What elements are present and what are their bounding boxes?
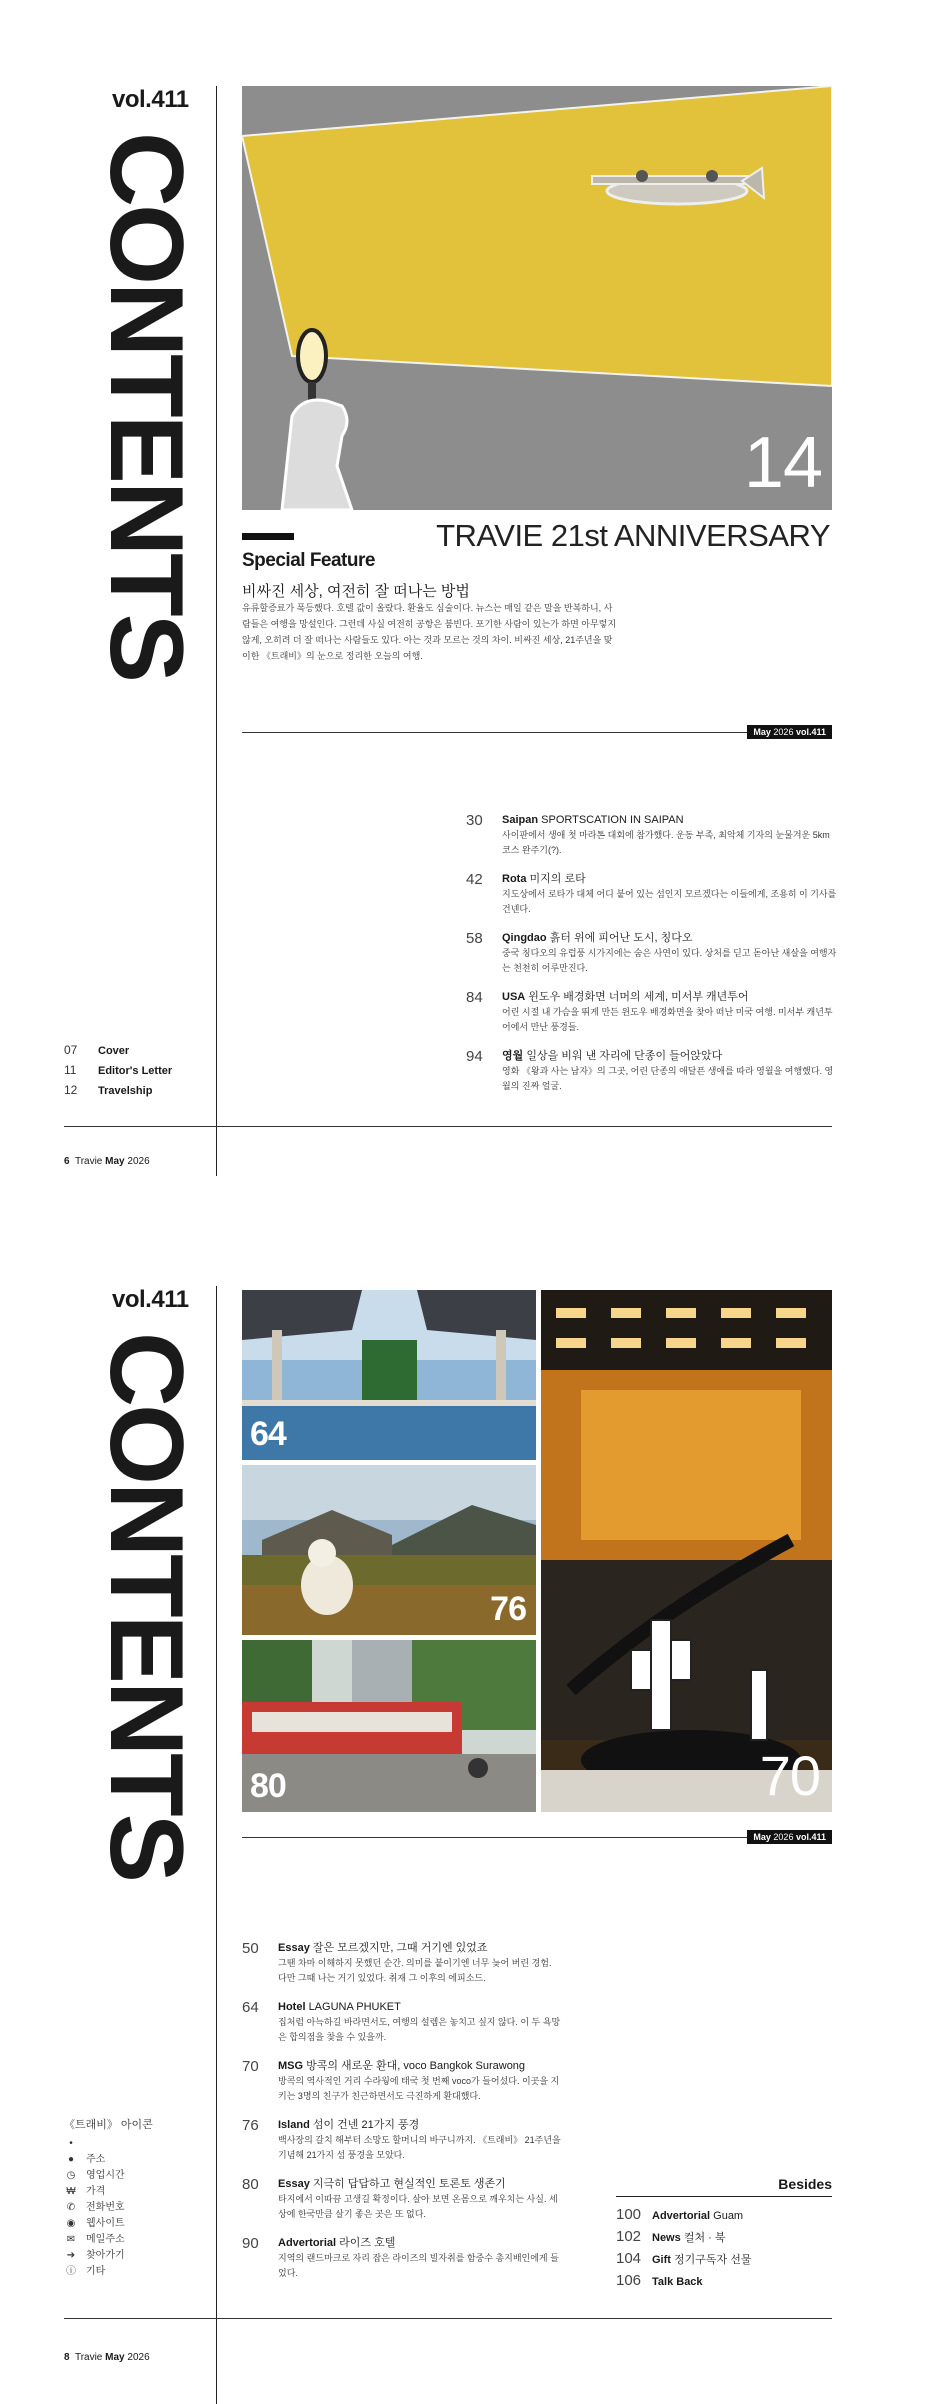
- article-desc: 중국 칭다오의 유럽풍 시가지에는 숨은 사연이 있다. 상처를 딛고 돋아난 새살을 여행자는 천천히 어루만진다.: [502, 948, 837, 973]
- article-desc: 사이판에서 생애 첫 마라톤 대회에 참가했다. 운동 부족, 최악체 기자의 눈물겨운 5km 코스 완주기(?).: [502, 830, 830, 855]
- article-page: 94: [466, 1048, 483, 1065]
- article-desc: 그땐 차마 이해하지 못했던 순간. 의미를 붙이기엔 너무 늦어 버린 경험. 다만 그때 나는 거기 있었다. 취재 그 이후의 에피소드.: [278, 1958, 552, 1983]
- folio-year: 2026: [127, 1156, 150, 1167]
- photo-page-number: 64: [250, 1415, 286, 1453]
- article-page: 30: [466, 812, 483, 829]
- article-place: Saipan: [502, 814, 539, 826]
- price-icon: ₩: [66, 2186, 76, 2197]
- legend-label: 영업시간: [86, 2170, 125, 2181]
- article-place: MSG: [278, 2060, 304, 2072]
- issue-tag: [747, 725, 832, 739]
- legend-item: [64, 2232, 153, 2248]
- besides-item[interactable]: [616, 2226, 751, 2248]
- folio: [64, 2352, 150, 2363]
- vertical-divider: [216, 86, 217, 1176]
- legend-item: [64, 2152, 153, 2168]
- minor-item[interactable]: [64, 1040, 172, 1060]
- article-desc: 타지에서 이따끔 고생길 확정이다. 살아 보면 온몸으로 깨우치는 사실. 세상에 한국만큼 살기 좋은 곳은 또 없다.: [278, 2194, 558, 2219]
- besides-detail: 컬처 · 북: [683, 2232, 726, 2244]
- article-place: Advertorial: [278, 2237, 337, 2249]
- legend-item: [64, 2216, 153, 2232]
- besides-list: [616, 2204, 751, 2292]
- legend-label: 웹사이트: [86, 2218, 125, 2229]
- folio-year: 2026: [127, 2352, 150, 2363]
- folio-magazine: Travie: [74, 2352, 103, 2363]
- legend-item: [64, 2168, 153, 2184]
- article-page: 42: [466, 871, 483, 888]
- legend-label: 전화번호: [86, 2202, 125, 2213]
- hero-page-number: 14: [743, 423, 822, 503]
- article-title: 라이즈 호텔: [339, 2237, 396, 2249]
- hero-image[interactable]: [242, 86, 832, 510]
- issue-month: May: [753, 1832, 771, 1842]
- besides-page: 102: [616, 2228, 642, 2245]
- minor-title: Editor's Letter: [98, 1065, 173, 1077]
- article-title: 방콕의 새로운 환대, voco Bangkok Surawong: [306, 2060, 526, 2072]
- minor-page: 12: [64, 1083, 78, 1097]
- article-page: 64: [242, 1999, 259, 2016]
- minor-title: Cover: [98, 1045, 130, 1057]
- article-title: SPORTSCATION IN SAIPAN: [541, 814, 684, 826]
- besides-detail: Guam: [713, 2210, 744, 2222]
- article-title: 일상을 비워 낸 자리에 단종이 들어앉았다: [526, 1050, 723, 1062]
- photo-page-number: 76: [490, 1590, 526, 1628]
- article-desc: 영화 《왕과 사는 남자》의 그곳, 어린 단종의 애달픈 생애를 따라 영월을 여행했다. 영월의 진짜 얼굴.: [502, 1066, 834, 1091]
- special-feature-headline[interactable]: 비싸진 세상, 여전히 잘 떠나는 방법: [242, 583, 470, 600]
- clock-icon: ◷: [66, 2170, 76, 2181]
- legend-item: [64, 2184, 153, 2200]
- issue-vol: vol.411: [795, 727, 826, 737]
- special-feature-body: 유류할증료가 폭등했다. 호텔 값이 올랐다. 환율도 심술이다. 뉴스는 매일 같은 말을 반복하니, 사람들은 여행을 망설인다. 그런데 사실 여전히 공항은 붐빈다. 포기한 사람이 있는가 하면 아무렇지 않게, 오히려 더 잘 떠나는 사람들도 있다. 아는 것과 모르는 것의 차이. 비싸진 세상, 21주년을 맞이한 《트래비》의 눈으로 정리한 오늘의 여행.: [242, 603, 617, 661]
- article-desc: 백사장의 갈치 해부터 소망도 할머니의 바구니까지. 《트래비》 21주년을 기념해 21가지 섬 풍경을 모았다.: [278, 2135, 561, 2160]
- list-item[interactable]: [466, 871, 838, 917]
- besides-label: Talk Back: [652, 2276, 703, 2288]
- photo-toronto-street[interactable]: [242, 1640, 536, 1812]
- photo-page-number: 70: [759, 1744, 820, 1807]
- article-title: 윈도우 배경화면 너머의 세계, 미서부 캐년투어: [528, 991, 749, 1003]
- list-item[interactable]: [242, 2176, 562, 2222]
- article-desc: 어린 시절 내 가슴을 뛰게 만든 윈도우 배경화면을 찾아 떠난 미국 여행. 미서부 캐년투어에서 만난 풍경들.: [502, 1007, 833, 1032]
- contents-title: CONTENTS: [88, 132, 204, 680]
- besides-label: Advertorial: [652, 2210, 711, 2222]
- besides-title: Besides: [778, 2176, 832, 2192]
- issue-year: 2026: [773, 1832, 794, 1842]
- folio: [64, 1156, 150, 1167]
- besides-item[interactable]: [616, 2270, 751, 2292]
- section-rule: [242, 1837, 832, 1838]
- article-place: Island: [278, 2119, 310, 2131]
- article-desc: 지역의 랜드마크로 자리 잡은 라이즈의 빌자취를 함중수 총지배인에게 들었다.: [278, 2253, 559, 2278]
- list-item[interactable]: [466, 989, 838, 1035]
- article-list: [242, 1940, 562, 2294]
- legend-label: 가격: [86, 2186, 106, 2197]
- list-item[interactable]: [242, 1999, 562, 2045]
- besides-page: 106: [616, 2272, 642, 2289]
- legend-label: 주소: [86, 2154, 106, 2165]
- besides-item[interactable]: [616, 2248, 751, 2270]
- article-place: Rota: [502, 873, 527, 885]
- legend-label: 기타: [86, 2266, 106, 2277]
- besides-page: 104: [616, 2250, 642, 2267]
- issue-year: 2026: [773, 727, 794, 737]
- article-place: USA: [502, 991, 526, 1003]
- article-page: 70: [242, 2058, 259, 2075]
- folio-page: 8: [64, 2352, 70, 2363]
- contents-page-1: [0, 0, 940, 1200]
- special-feature-label: Special Feature: [242, 550, 375, 571]
- article-page: 50: [242, 1940, 259, 1957]
- article-title: 미지의 로타: [529, 873, 586, 885]
- folio-month: May: [105, 1156, 125, 1167]
- minor-sections: [64, 1040, 172, 1100]
- list-item[interactable]: [242, 2117, 562, 2163]
- anniversary-title: TRAVIE 21st ANNIVERSARY: [436, 518, 830, 553]
- minor-title: Travelship: [98, 1085, 153, 1097]
- issue-vol: vol.411: [795, 1832, 826, 1842]
- minor-page: 07: [64, 1043, 78, 1057]
- article-place: Hotel: [278, 2001, 306, 2013]
- contents-title: CONTENTS: [88, 1332, 204, 1880]
- section-rule: [242, 732, 832, 733]
- article-title: 섬이 건넨 21가지 풍경: [312, 2119, 420, 2131]
- contents-page-2: [0, 1210, 940, 2404]
- article-place: Qingdao: [502, 932, 547, 944]
- icon-legend: [64, 2116, 153, 2280]
- issue-month: May: [753, 727, 771, 737]
- list-item[interactable]: [466, 1048, 838, 1094]
- list-item[interactable]: [466, 812, 838, 858]
- section-bar: [242, 533, 294, 540]
- besides-detail: 정기구독자 선물: [674, 2254, 752, 2266]
- list-item[interactable]: [242, 1940, 562, 1986]
- article-page: 80: [242, 2176, 259, 2193]
- photo-hotel-pool[interactable]: [242, 1290, 536, 1460]
- article-page: 90: [242, 2235, 259, 2252]
- article-title: 지극히 답답하고 현실적인 토론토 생존기: [312, 2178, 506, 2190]
- directions-icon: ➔: [66, 2250, 76, 2261]
- pin-icon: ●: [67, 2154, 75, 2165]
- photo-island-dog[interactable]: [242, 1465, 536, 1635]
- mail-icon: ✉: [66, 2234, 76, 2245]
- legend-dot: •: [69, 2138, 73, 2149]
- street-image: [242, 1640, 536, 1812]
- bottom-rule: [64, 2318, 832, 2319]
- besides-rule: [616, 2196, 832, 2197]
- photo-hotel-lobby[interactable]: [541, 1290, 832, 1812]
- article-place: Essay: [278, 2178, 310, 2190]
- besides-item[interactable]: [616, 2204, 751, 2226]
- legend-item: [64, 2248, 153, 2264]
- minor-item[interactable]: [64, 1060, 172, 1080]
- legend-label: 메일주소: [86, 2234, 125, 2245]
- article-desc: 지도상에서 로타가 대체 어디 붙어 있는 섬인지 모르겠다는 이들에게, 조용히 이 기사를 건넨다.: [502, 889, 837, 914]
- volume-label: vol.411: [112, 86, 189, 113]
- article-place: Essay: [278, 1942, 310, 1954]
- info-icon: ⓘ: [66, 2266, 76, 2277]
- folio-month: May: [105, 2352, 125, 2363]
- article-page: 58: [466, 930, 483, 947]
- minor-item[interactable]: [64, 1080, 172, 1100]
- article-page: 84: [466, 989, 483, 1006]
- article-title: 잘은 모르겠지만, 그때 거기엔 있었죠: [312, 1942, 488, 1954]
- web-icon: ◉: [66, 2218, 76, 2229]
- list-item[interactable]: [466, 930, 838, 976]
- besides-page: 100: [616, 2206, 642, 2223]
- legend-item: [64, 2264, 153, 2280]
- folio-magazine: Travie: [74, 1156, 103, 1167]
- article-title: 흙터 위에 피어난 도시, 칭다오: [549, 932, 693, 944]
- article-title: LAGUNA PHUKET: [308, 2001, 401, 2013]
- legend-title: 《트래비》 아이콘: [64, 2119, 153, 2131]
- besides-label: Gift: [652, 2254, 671, 2266]
- issue-tag: [747, 1830, 832, 1844]
- article-list: [466, 812, 838, 1107]
- photo-page-number: 80: [250, 1767, 286, 1805]
- legend-label: 찾아가기: [86, 2250, 125, 2261]
- volume-label: vol.411: [112, 1286, 189, 1313]
- pool-image: [242, 1290, 536, 1460]
- vertical-divider: [216, 1286, 217, 2404]
- article-desc: 집처럼 아늑하길 바라면서도, 여행의 설렘은 놓치고 싶지 않다. 이 두 욕망은 합의점을 찾을 수 있을까.: [278, 2017, 561, 2042]
- phone-icon: ✆: [66, 2202, 76, 2213]
- legend-item: [64, 2200, 153, 2216]
- besides-label: News: [652, 2232, 681, 2244]
- article-desc: 방콕의 역사적인 거리 수라웡에 태국 첫 번째 voco가 들어섰다. 이곳을 지키는 3명의 친구가 친근하면서도 극진하게 환대했다.: [278, 2076, 560, 2101]
- list-item[interactable]: [242, 2058, 562, 2104]
- folio-page: 6: [64, 1156, 70, 1167]
- list-item[interactable]: [242, 2235, 562, 2281]
- bottom-rule: [64, 1126, 832, 1127]
- article-page: 76: [242, 2117, 259, 2134]
- spotlight-beam: [242, 86, 832, 386]
- article-place: 영월: [502, 1050, 524, 1062]
- lobby-image: [541, 1290, 832, 1812]
- minor-page: 11: [64, 1063, 77, 1077]
